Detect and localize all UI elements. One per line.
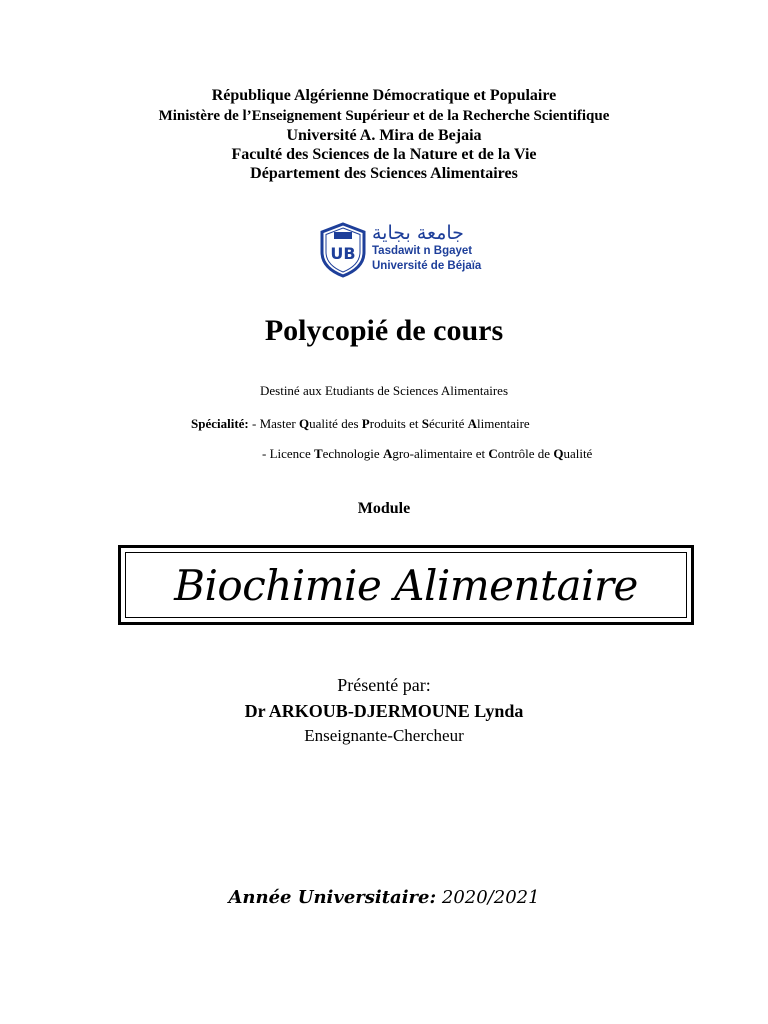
specialty-master-prefix: - Master <box>248 416 299 431</box>
word-fragment: limentaire <box>477 416 530 431</box>
university-logo <box>318 222 504 278</box>
initial-letter: A <box>382 446 393 461</box>
initial-letter: C <box>488 446 498 461</box>
target-audience: Destiné aux Etudiants de Sciences Alimentaires <box>259 383 508 398</box>
word-fragment: ualité <box>563 446 593 461</box>
word-fragment: gro-alimentaire et <box>392 446 489 461</box>
initial-letter: P <box>361 416 370 431</box>
specialty-label: Spécialité: <box>191 416 249 431</box>
emblem-letters: UB <box>330 244 356 263</box>
header-department: Département des Sciences Alimentaires <box>250 165 518 182</box>
word-fragment: echnologie <box>322 446 383 461</box>
header-faculty: Faculté des Sciences de la Nature et de la Vie <box>231 146 537 163</box>
author-name: Dr ARKOUB-DJERMOUNE Lynda <box>244 701 524 721</box>
author-role: Enseignante-Chercheur <box>304 726 464 745</box>
specialty-line-master <box>191 416 530 432</box>
specialty-licence-prefix: - Licence <box>262 446 314 461</box>
initial-letter: Q <box>553 446 564 461</box>
module-label: Module <box>357 500 411 517</box>
module-title: Biochimie Alimentaire <box>174 560 638 610</box>
module-title-frame <box>118 545 694 625</box>
specialty-line-licence <box>262 446 592 462</box>
academic-year <box>0 886 768 910</box>
word-fragment: roduits et <box>369 416 422 431</box>
logo-text-tasdawit: Tasdawit n Bgayet <box>372 245 473 257</box>
initial-letter: Q <box>298 416 310 431</box>
word-fragment: ontrôle de <box>497 446 554 461</box>
logo-arabic-text: جامعة بجاية <box>372 222 464 244</box>
initial-letter: A <box>467 416 477 431</box>
initial-letter: S <box>421 416 429 431</box>
logo-text-universite: Université de Béjaïa <box>372 260 482 272</box>
header-ministry: Ministère de l’Enseignement Supérieur et de la Recherche Scientifique <box>158 108 610 124</box>
word-fragment: ualité des <box>309 416 362 431</box>
university-emblem-icon <box>318 222 368 278</box>
academic-year-value: 2020/2021 <box>436 887 540 908</box>
document-title: Polycopié de cours <box>264 314 504 347</box>
header-university: Université A. Mira de Bejaia <box>286 127 482 144</box>
academic-year-label: Année Universitaire: <box>228 887 437 908</box>
initial-letter: T <box>313 446 323 461</box>
presented-by-label: Présenté par: <box>337 675 431 695</box>
header-republic: République Algérienne Démocratique et Populaire <box>211 87 557 104</box>
word-fragment: écurité <box>428 416 468 431</box>
